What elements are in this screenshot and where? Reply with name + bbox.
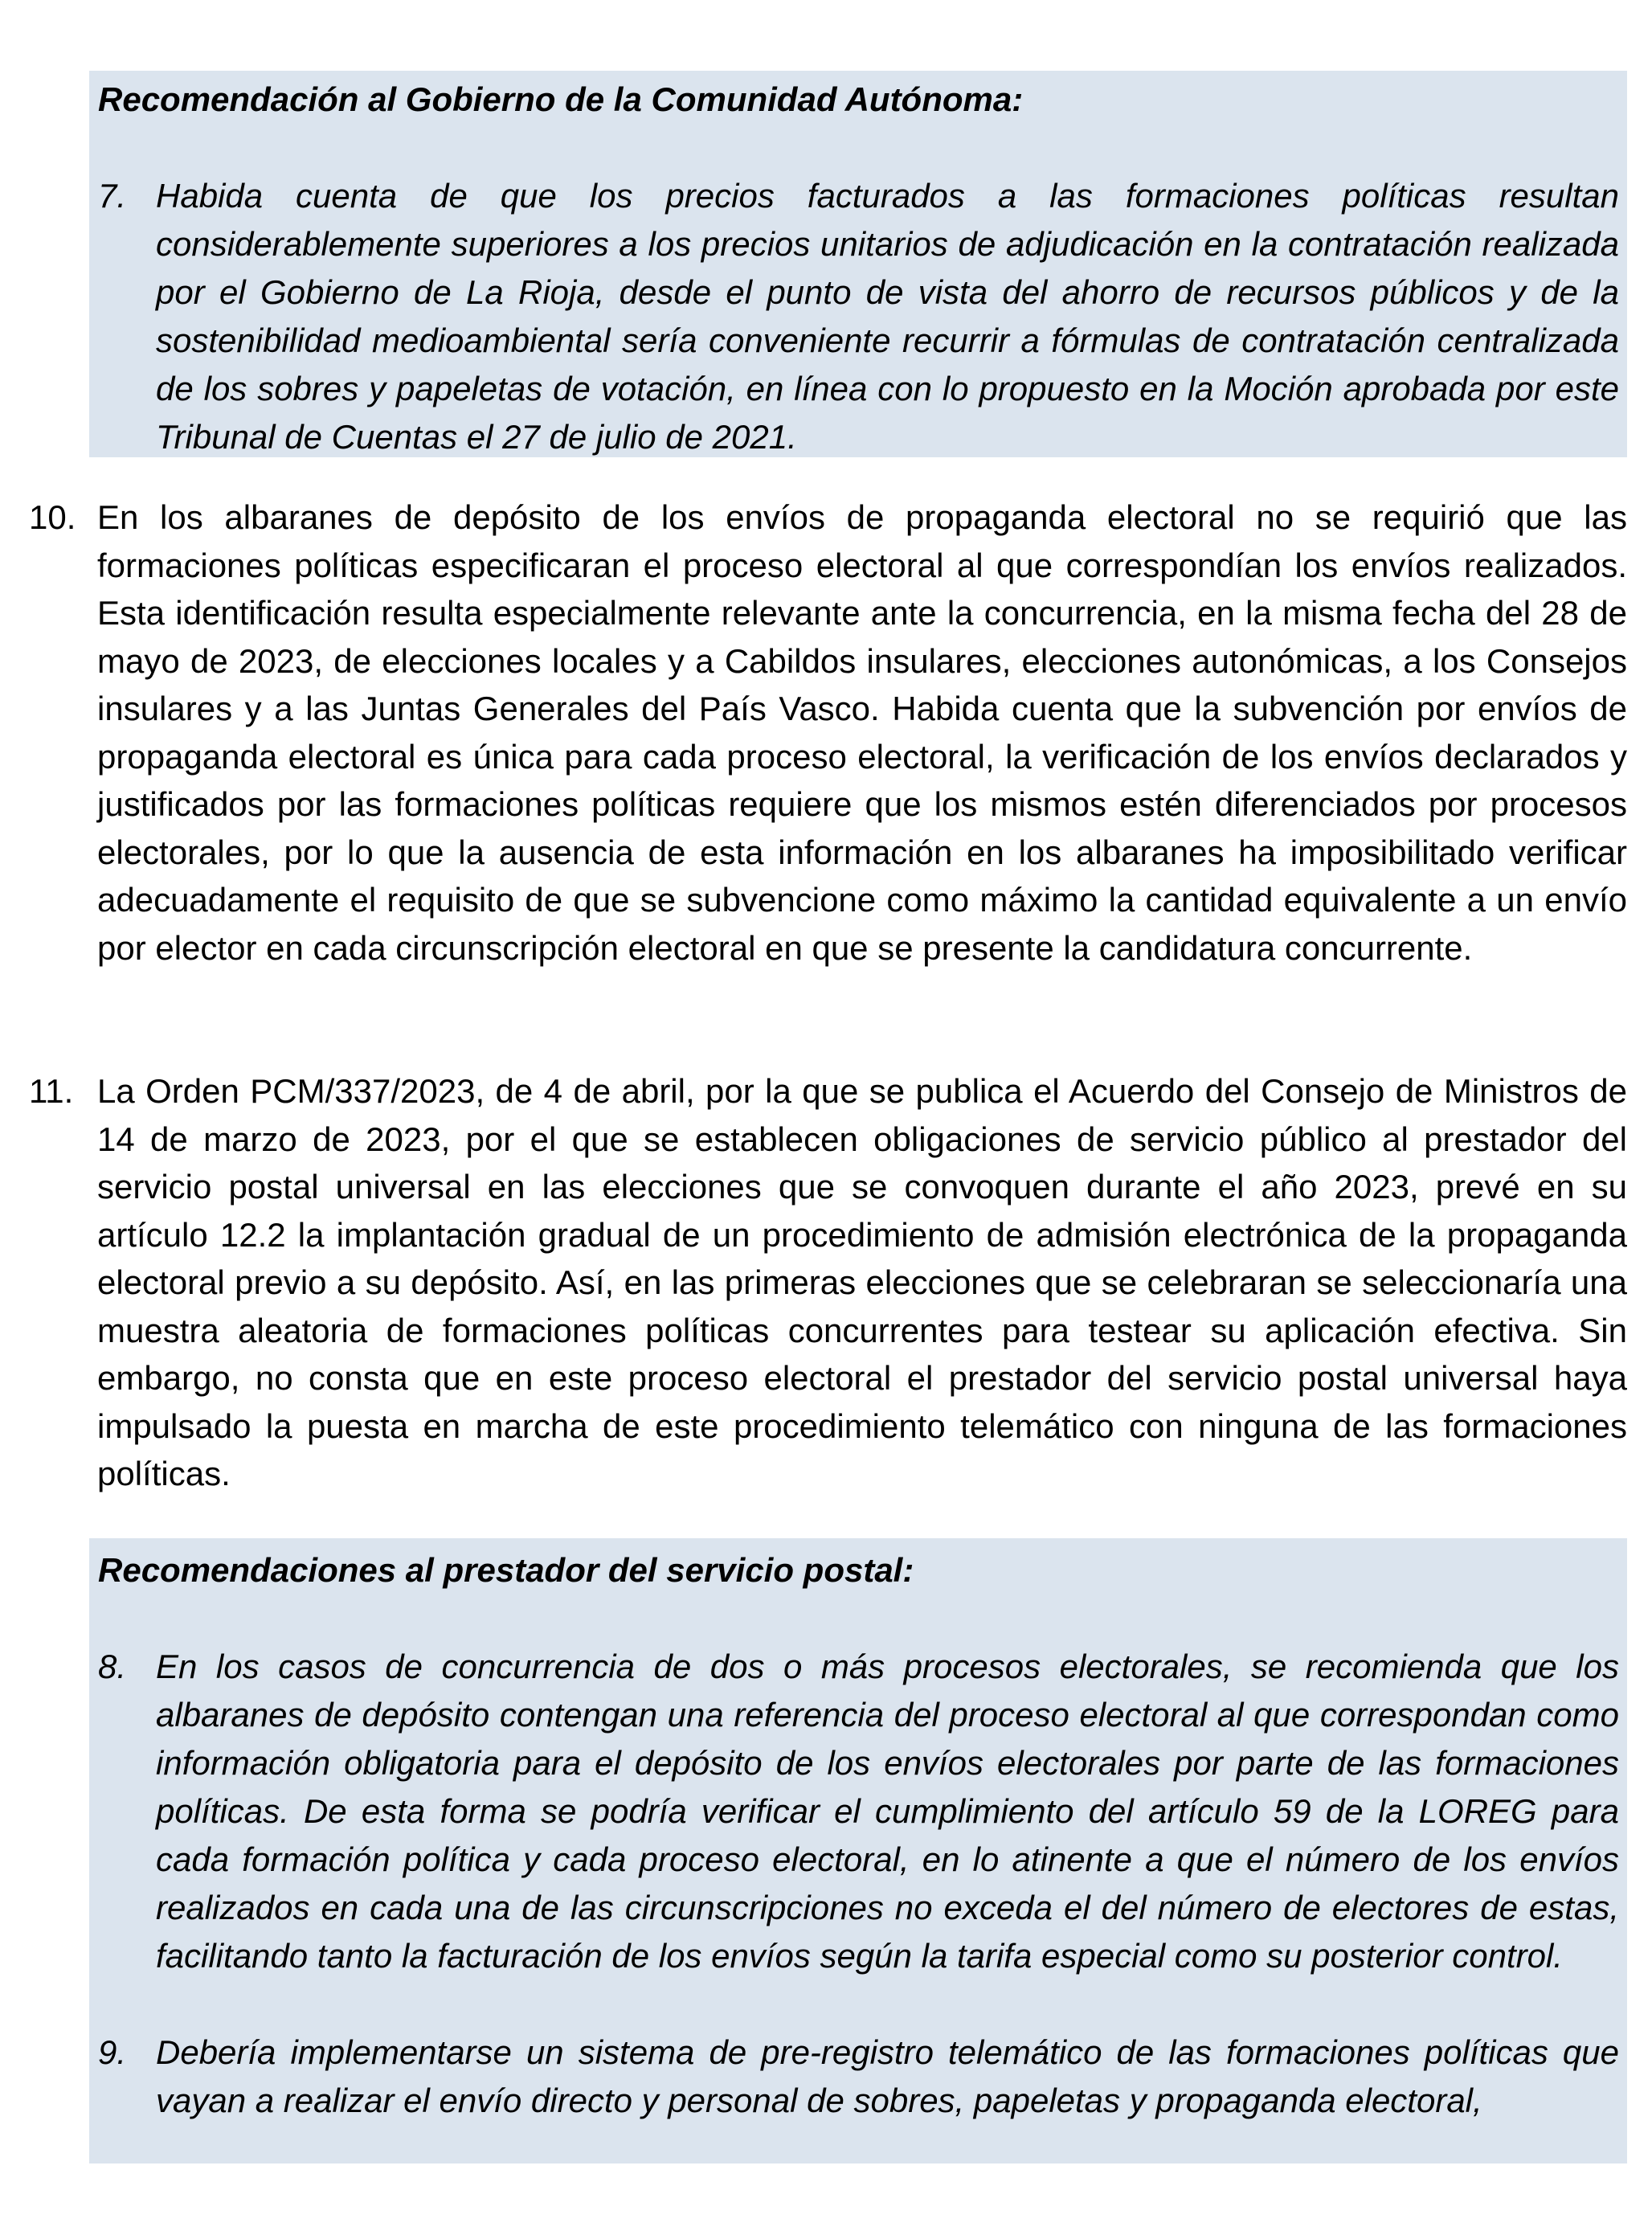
recommendation-box-postal bbox=[89, 1538, 1627, 2163]
recommendation-text: Debería implementarse un sistema de pre-registro telemático de las formaciones políticas que vayan a realizar el envío directo y personal de sobres, papeletas y propaganda electoral, bbox=[156, 2033, 1619, 2119]
recommendation-number: 8. bbox=[98, 1648, 127, 1685]
paragraph-number: 10. bbox=[29, 498, 76, 536]
paragraph-number: 11. bbox=[29, 1072, 74, 1110]
paragraph-10 bbox=[29, 493, 1627, 972]
recommendation-number: 7. bbox=[98, 177, 127, 215]
recommendation-text: Habida cuenta de que los precios facturados a las formaciones políticas resultan considerablemente superiores a los precios unitarios de adjudicación en la contratación realizada por el Gobierno de La Rioja, desde el punto de vista del ahorro de recursos públicos y de la sostenibilidad medioambiental sería conveniente recurrir a fórmulas de contratación centralizada de los sobres y papeletas de votación, en línea con lo propuesto en la Moción aprobada por este Tribunal de Cuentas el 27 de julio de 2021. bbox=[156, 177, 1619, 456]
paragraph-text: La Orden PCM/337/2023, de 4 de abril, por la que se publica el Acuerdo del Consejo de Ministros de 14 de marzo de 2023, por el que se establecen obligaciones de servicio público al prestador del servicio postal universal en las elecciones que se convoquen durante el año 2023, prevé en su artículo 12.2 la implantación gradual de un procedimiento de admisión electrónica de la propaganda electoral previo a su depósito. Así, en las primeras elecciones que se celebraran se seleccionaría una muestra aleatoria de formaciones políticas concurrentes para testear su aplicación efectiva. Sin embargo, no consta que en este proceso electoral el prestador del servicio postal universal haya impulsado la puesta en marcha de este procedimiento telemático con ninguna de las formaciones políticas. bbox=[97, 1072, 1627, 1492]
recommendation-item-9 bbox=[98, 2028, 1619, 2125]
recommendation-item-7 bbox=[98, 172, 1619, 461]
box-heading-government: Recomendación al Gobierno de la Comunidad Autónoma: bbox=[98, 80, 1024, 118]
paragraph-11 bbox=[29, 1067, 1627, 1498]
box-heading-postal: Recomendaciones al prestador del servicio postal: bbox=[98, 1551, 914, 1589]
recommendation-box-government bbox=[89, 71, 1627, 457]
recommendation-item-8 bbox=[98, 1643, 1619, 1980]
recommendation-number: 9. bbox=[98, 2033, 127, 2071]
recommendation-text: En los casos de concurrencia de dos o más procesos electorales, se recomienda que los albaranes de depósito contengan una referencia del proceso electoral al que correspondan como información obligatoria para el depósito de los envíos electorales por parte de las formaciones políticas. De esta forma se podría verificar el cumplimiento del artículo 59 de la LOREG para cada formación política y cada proceso electoral, en lo atinente a que el número de los envíos realizados en cada una de las circunscripciones no exceda el del número de electores de estas, facilitando tanto la facturación de los envíos según la tarifa especial como su posterior control. bbox=[156, 1648, 1619, 1975]
paragraph-text: En los albaranes de depósito de los envíos de propaganda electoral no se requirió que las formaciones políticas especificaran el proceso electoral al que correspondían los envíos realizados. Esta identificación resulta especialmente relevante ante la concurrencia, en la misma fecha del 28 de mayo de 2023, de elecciones locales y a Cabildos insulares, elecciones autonómicas, a los Consejos insulares y a las Juntas Generales del País Vasco. Habida cuenta que la subvención por envíos de propaganda electoral es única para cada proceso electoral, la verificación de los envíos declarados y justificados por las formaciones políticas requiere que los mismos estén diferenciados por procesos electorales, por lo que la ausencia de esta información en los albaranes ha imposibilitado verificar adecuadamente el requisito de que se subvencione como máximo la cantidad equivalente a un envío por elector en cada circunscripción electoral en que se presente la candidatura concurrente. bbox=[97, 498, 1627, 967]
